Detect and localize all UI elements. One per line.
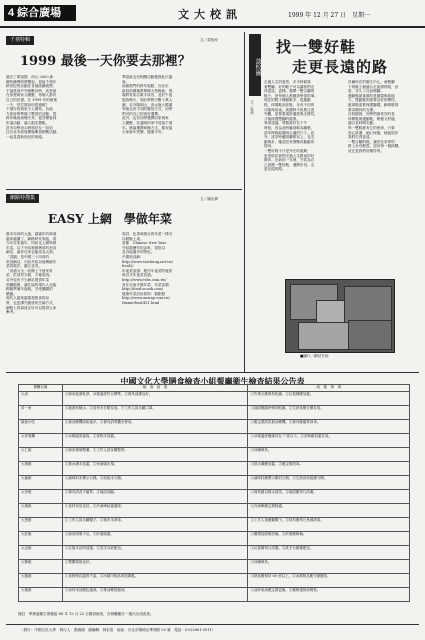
- text-line: 鞋、休閒鞋到皮鞋，各有不同的: [264, 102, 315, 107]
- text-line: 華語區也有相關活動邀我此次盛: [122, 75, 173, 79]
- text-line: 外，試穿時應兩腳都穿上，並走: [264, 135, 315, 140]
- article-subtitle: 走更長遠的路: [292, 58, 389, 76]
- text-line: 菜，依食材分類，方便查詢。: [6, 273, 53, 278]
- text-line: 與各式年夜菜食譜。: [122, 273, 155, 278]
- text-line: 一起見證新世紀的來臨。: [6, 134, 46, 139]
- text-line: http://www.taichung.net.tw/: [122, 259, 173, 264]
- text-line: 等地也有不同的慶祝方式，同學: [122, 107, 173, 112]
- text-line: 網路上的資訊正好可以提供大家: [6, 305, 57, 310]
- improvement-cell: ①餐具應以熱水清洗。②地面應每日清潔。: [248, 490, 410, 504]
- inspection-result-cell: ①食材存放良好。②冷凍庫結霜過厚。: [62, 504, 248, 518]
- improvement-cell: ①冰箱溫度應維持在 7 度以下。②食物應加蓋存放。: [248, 434, 410, 448]
- text-line: 在校園裡，同學們最常穿的是: [348, 112, 395, 117]
- article-body: [6, 75, 116, 185]
- text-line: 菜的做法，圖文並茂。: [6, 264, 42, 269]
- text-line: 以輕鬆上桌。: [122, 236, 144, 241]
- text-line: 許多同學表示將與好友一同前: [6, 125, 53, 130]
- table-row: [19, 588, 410, 602]
- text-line: 這正是我們所期待的。: [348, 148, 384, 153]
- text-line: 此外，也有同學選擇回家與家: [122, 116, 169, 121]
- text-line: 健康年菜設計原則：糕點類: [122, 291, 166, 296]
- improvement-cell: ①調味料應標示開封日期。②生熟食砧板應分開。: [248, 476, 410, 490]
- article-title: EASY 上網 學做年菜: [48, 212, 172, 226]
- photo-caption: ■圖片／網站介紹: [300, 354, 329, 358]
- text-line: 己挑選一雙好鞋，邁開步伐，走: [264, 162, 315, 167]
- text-line: 歲末年終的大風，讓過年的味道: [6, 232, 57, 236]
- text-line: 更是陪伴我們走過人生路途的好: [264, 153, 315, 158]
- restaurant-name-cell: 大家餐廳: [19, 434, 63, 448]
- improvement-cell: ①垃圾應每日清運。②洗手台應備肥皂。: [248, 546, 410, 560]
- inspection-result-cell: ①廚房照明不足。②紗窗破損。: [62, 532, 248, 546]
- text-line: 走過人生的風景，多半時候靠: [264, 80, 311, 84]
- inspection-result-cell: ①整體環境良好。: [62, 560, 248, 574]
- inspection-result-cell: ①排水溝未加蓋。②有病媒出現。: [62, 462, 248, 476]
- text-line: food3/: [122, 264, 134, 269]
- text-line: 更長遠的路。: [264, 167, 286, 172]
- byline: 文／謝弘偉: [200, 197, 218, 201]
- restaurant-name-cell: 大義館: [19, 504, 63, 518]
- restaurant-name-cell: 大成: [19, 392, 63, 406]
- text-line: 試穿時較能選到合適的尺寸。此: [264, 130, 315, 135]
- article-body: [122, 232, 238, 368]
- text-line: 質，也更講究健康的烹調方式，: [6, 300, 57, 305]
- screenshot-image: [348, 320, 392, 350]
- table-row: [19, 420, 410, 434]
- improvement-cell: ①持續保持。: [248, 448, 410, 462]
- section-tag: 千禧特輯: [6, 36, 34, 45]
- restaurant-name-cell: 大慈館: [19, 574, 63, 588]
- text-line: 貝爾所在的衛生中心，雨靴腳: [348, 80, 395, 84]
- inspection-result-cell: ①抽油煙機油垢過多。②餐具消毒櫃未使用。: [62, 420, 248, 434]
- column-divider: [244, 32, 245, 372]
- text-line: 適合長時間走動。: [348, 121, 377, 126]
- improvement-cell: ①應增加照明設備。②紗窗應修補。: [248, 532, 410, 546]
- improvement-cell: ①工作人員應戴帽子。②抹布應每日煮沸消毒。: [248, 518, 410, 532]
- text-line: http://www.tvbs.com.tw/: [122, 277, 167, 282]
- restaurant-name-cell: 大莊館: [19, 532, 63, 546]
- article-body: [6, 232, 116, 368]
- text-line: 夥伴。在新的一年裡，不妨為自: [264, 158, 315, 163]
- text-line: 祈福活動，讓人眼花撩亂。: [6, 120, 50, 125]
- text-line: 預購服務，讓忙碌的現代人也能: [6, 282, 57, 287]
- text-line: 會。: [122, 79, 130, 84]
- inspection-result-cell: ①調味料未標示日期。②砧板未分類。: [62, 476, 248, 490]
- text-line: 越來越濃了，網路時代來臨，看: [6, 236, 57, 241]
- screenshot-image: [344, 286, 392, 324]
- restaurant-name-cell: 大忠館: [19, 546, 63, 560]
- improvement-cell: ①應定期清洗抽油煙機。②餐具應確實消毒。: [248, 420, 410, 434]
- text-line: 另外也有不少網站提供年菜: [6, 277, 50, 282]
- restaurant-name-cell: 大雅館: [19, 588, 63, 602]
- restaurant-name-cell: 大倫館: [19, 476, 63, 490]
- text-line: 力，慢跑鞋則需要良好的彈性。: [348, 98, 399, 103]
- text-line: 一天，你打算如何度過呢？: [6, 102, 50, 107]
- text-line: http://food.ucook.com/: [122, 287, 164, 292]
- text-line: 輕鬆準備年夜飯，享受團圓的: [6, 287, 53, 292]
- website-screenshots-photo: [285, 279, 395, 353]
- improvement-cell: ①油炸用油應定期更換。②應修復排油煙管。: [248, 588, 410, 602]
- table-row: [19, 546, 410, 560]
- text-line: theme/food/f21.html: [122, 300, 160, 305]
- table-row: [19, 462, 410, 476]
- text-line: 人團聚，在溫暖的家中迎接千禧: [122, 120, 173, 125]
- article-body: [264, 80, 344, 274]
- restaurant-name-cell: 大仁館: [19, 448, 63, 462]
- article-title: 1999 最後一天你要去那裡？: [20, 54, 191, 69]
- table-row: [19, 448, 410, 462]
- text-line: 時段，因為此時腳部略為腫脹，: [264, 125, 315, 130]
- text-line: 「食譜大全」收錄上千道家常: [6, 268, 53, 273]
- text-line: 一雙合腳的鞋，讓你在求學的: [348, 139, 395, 144]
- text-line: 動幾步，確認沒有擠壓或鬆動的: [264, 139, 315, 144]
- text-line: 跨世紀的活動在各地陸續展開，: [6, 84, 57, 89]
- text-line: 年菜。以下介紹幾個實用的美食: [6, 245, 57, 250]
- table-row: [19, 560, 410, 574]
- table-row: [19, 504, 410, 518]
- inspection-result-cell: ①油炸用油顏色過深。②排油煙管漏油。: [62, 588, 248, 602]
- text-line: 今年在家過年，何妨也上網學做: [6, 241, 57, 246]
- text-line: 跨年晚會到煙火秀，從音樂會到: [6, 116, 57, 121]
- text-line: 而最熱門的跨年地點，台北市: [122, 84, 169, 89]
- inspection-result-cell: ①食物保存溫度不當。②冰箱內物品堆放雜亂。: [62, 574, 248, 588]
- text-line: 下的鞋子最適合走泥濘的路，但: [348, 84, 399, 89]
- text-line: 路上步伐輕盈，迎向每一個挑戰，: [348, 144, 402, 149]
- text-line: 功能與用途。挑選時不但要注意: [264, 107, 315, 112]
- text-line: 用心挑選、細心保養，就能陪伴: [348, 130, 399, 135]
- header-cell: 餐廳名稱: [19, 385, 63, 392]
- text-line: 專家建議，買鞋最好在下午: [264, 121, 308, 126]
- restaurant-name-cell: 綠意小吃: [19, 420, 63, 434]
- inspection-result-cell: ①廚房地面乾淨，冰箱溫度符合標準。②餐具清潔良好。: [62, 392, 248, 406]
- text-line: 美食網站，內容介紹各地傳統年: [6, 259, 57, 264]
- footer-divider: [6, 624, 419, 625]
- table-row: [19, 490, 410, 504]
- footer-text: （發行：中國文化大學 發行人：張鏡湖 總編輯：林彩雲 地址：台北市陽明山華岡路 55 號 電話：(02)2861-0511）: [20, 628, 216, 632]
- table-row: [19, 518, 410, 532]
- improvement-cell: ①排水溝應加蓋。②應定期消毒。: [248, 462, 410, 476]
- table-row: [19, 392, 410, 406]
- improvement-cell: ①冷凍庫應定期除霜。: [248, 504, 410, 518]
- restaurant-name-cell: 大典館: [19, 462, 63, 476]
- inspection-table: [18, 384, 410, 602]
- byline: 文／吳萍: [250, 100, 255, 115]
- text-line: 網站，讓你在家也能成為大廚。: [6, 250, 57, 255]
- header-cell: 改 進 事 項: [248, 385, 410, 392]
- issue-date: 1999 年 12 月 27 日 星期一: [288, 12, 371, 19]
- table-row: [19, 532, 410, 546]
- text-line: 自己的計畫。在 1999 年的最後: [6, 97, 57, 102]
- section-tag: 談校園: [249, 34, 261, 96]
- text-line: 周詳，色香味俱全的年菜一樣可: [122, 232, 173, 236]
- text-line: 運動鞋最重要的是避震與抓地: [348, 93, 395, 98]
- text-line: 食在自助手做年菜：年菜食譜: [122, 282, 169, 287]
- restaurant-name-cell: 大孝館: [19, 490, 63, 504]
- text-line: 在家裡與家人團聚，每個人都有: [6, 93, 57, 98]
- inspection-result-cell: ①地面有積水。②食材未分類存放。③工作人員未戴口罩。: [62, 406, 248, 420]
- text-line: 大家新年快樂，健康平安。: [122, 130, 166, 135]
- text-line: 休閒鞋與運動鞋，輕便又舒適，: [348, 116, 399, 121]
- improvement-cell: ①熱食應保持 60 度以上。②冰箱物品應分類擺放。: [248, 574, 410, 588]
- text-line: 得更遠、更穩。選擇一雙合腳的: [264, 89, 315, 94]
- text-line: 籃球鞋需要保護腳踝，網球鞋則: [348, 102, 399, 107]
- restaurant-name-cell: 大恩館: [19, 518, 63, 532]
- text-line: 要求側向的支撐。: [348, 107, 377, 112]
- text-line: 每一雙鞋都有它的使命，只要: [348, 125, 395, 130]
- text-line: 樂趣。: [6, 291, 17, 296]
- text-line: 鞋子，是每個人都應該學習的事。: [264, 93, 318, 98]
- text-line: 不論是到戶外倒數計時，或是留: [6, 88, 57, 93]
- restaurant-name-cell: 帝一家: [19, 406, 63, 420]
- text-line: 年。無論選擇何種方式，都祝福: [122, 125, 173, 130]
- text-line: 參考。: [6, 310, 17, 315]
- text-line: 政府前廣場將舉辦大型晚會，現: [122, 88, 173, 93]
- text-line: 及各地過年的特色。: [122, 250, 155, 255]
- table-header-row: [19, 385, 410, 392]
- article-body: [122, 75, 238, 185]
- table-title: 中國文化大學膳食檢查小組餐廳衛生檢查結果公告表: [120, 376, 305, 386]
- improvement-cell: ①持續保持。: [248, 560, 410, 574]
- article-title: 找一雙好鞋: [276, 38, 357, 56]
- text-line: http://www.anway.com.tw/: [122, 296, 170, 301]
- inspection-result-cell: ①廚房環境整潔。②工作人員穿戴整齊。: [62, 448, 248, 462]
- text-line: 著雙腳，好的鞋子可以讓我們走: [264, 84, 315, 89]
- improvement-cell: ①作業台應保持乾燥。②垃圾桶應加蓋。: [248, 392, 410, 406]
- table-note: 備註：學務處衛生保健組 88 年 12 月 22 日膳食檢查，各餐廳應於一週內完成改善。: [18, 612, 154, 616]
- text-line: 施放煙火，預計將吸引數十萬人: [122, 97, 173, 102]
- inspection-result-cell: ①冰箱溫度過高。②食物未加蓋。: [62, 434, 248, 448]
- section-divider: [6, 189, 242, 190]
- text-line: 千禧年的到來令人期待，各地: [6, 107, 53, 112]
- text-line: 往台北市政府廣場參加倒數活動，: [6, 130, 60, 135]
- table-row: [19, 406, 410, 420]
- text-line: 香節 Chinese New Year：: [122, 241, 170, 246]
- text-line: 過完了耶誕節，西元 2000 新: [6, 75, 54, 79]
- inspection-result-cell: ①餐具清洗不確實。②地面油膩。: [62, 490, 248, 504]
- text-line: 一雙好鞋不只是外在的裝飾，: [264, 148, 311, 153]
- table-row: [19, 434, 410, 448]
- text-line: 我們走得更遠。: [348, 135, 374, 140]
- text-line: 潮。另外陽明山、淡水漁人碼頭: [122, 102, 173, 107]
- text-line: 中國美食網：: [122, 254, 144, 259]
- table-row: [19, 476, 410, 490]
- text-line: 願的鐘聲即將響起，迎接千禧年: [6, 79, 57, 84]
- paper-name: 文大校訊: [178, 8, 242, 21]
- text-line: 外觀，更要重視舒適度與支撐性，: [264, 112, 318, 117]
- section-tag: 網路特搜集: [6, 194, 39, 203]
- inspection-result-cell: ①垃圾未及時清運。②洗手台缺肥皂。: [62, 546, 248, 560]
- text-line: 現代人越來越重視飲食的品: [6, 296, 50, 301]
- byline: 文／黃怡玫: [200, 38, 218, 42]
- text-line: 「香園」是中國三十四省的: [6, 254, 50, 259]
- inspection-result-cell: ①工作人員未戴帽子。②抹布未消毒。: [62, 518, 248, 532]
- screenshot-image: [298, 322, 352, 350]
- text-line: 才能保護雙腳的健康。: [264, 116, 300, 121]
- text-line: 方政府都準備了豐富的活動，從: [6, 111, 57, 116]
- article-body: [348, 80, 420, 274]
- masthead: [0, 0, 425, 28]
- section-divider: [6, 372, 419, 373]
- text-line: 場將有知名歌手演出，並於午夜: [122, 93, 173, 98]
- page-label: 4 綜合廣場: [4, 5, 76, 21]
- table-row: [19, 574, 410, 588]
- restaurant-name-cell: 大賢館: [19, 560, 63, 574]
- improvement-cell: ①地面應隨時保持乾燥。②生熟食應分開存放。: [248, 406, 410, 420]
- text-line: 是，穿久了反而傷腳。: [348, 89, 384, 94]
- text-line: 情形。: [264, 144, 275, 149]
- text-line: 介紹農曆年的由來、習俗以: [122, 245, 166, 250]
- text-line: 現在的鞋子種類繁多，從運動: [264, 98, 311, 103]
- text-line: 們可依自己的喜好選擇。: [122, 111, 162, 116]
- header-cell: 檢 查 結 果: [62, 385, 248, 392]
- text-line: 年夜菜食譜：製作年夜菜的秘訣: [122, 268, 173, 273]
